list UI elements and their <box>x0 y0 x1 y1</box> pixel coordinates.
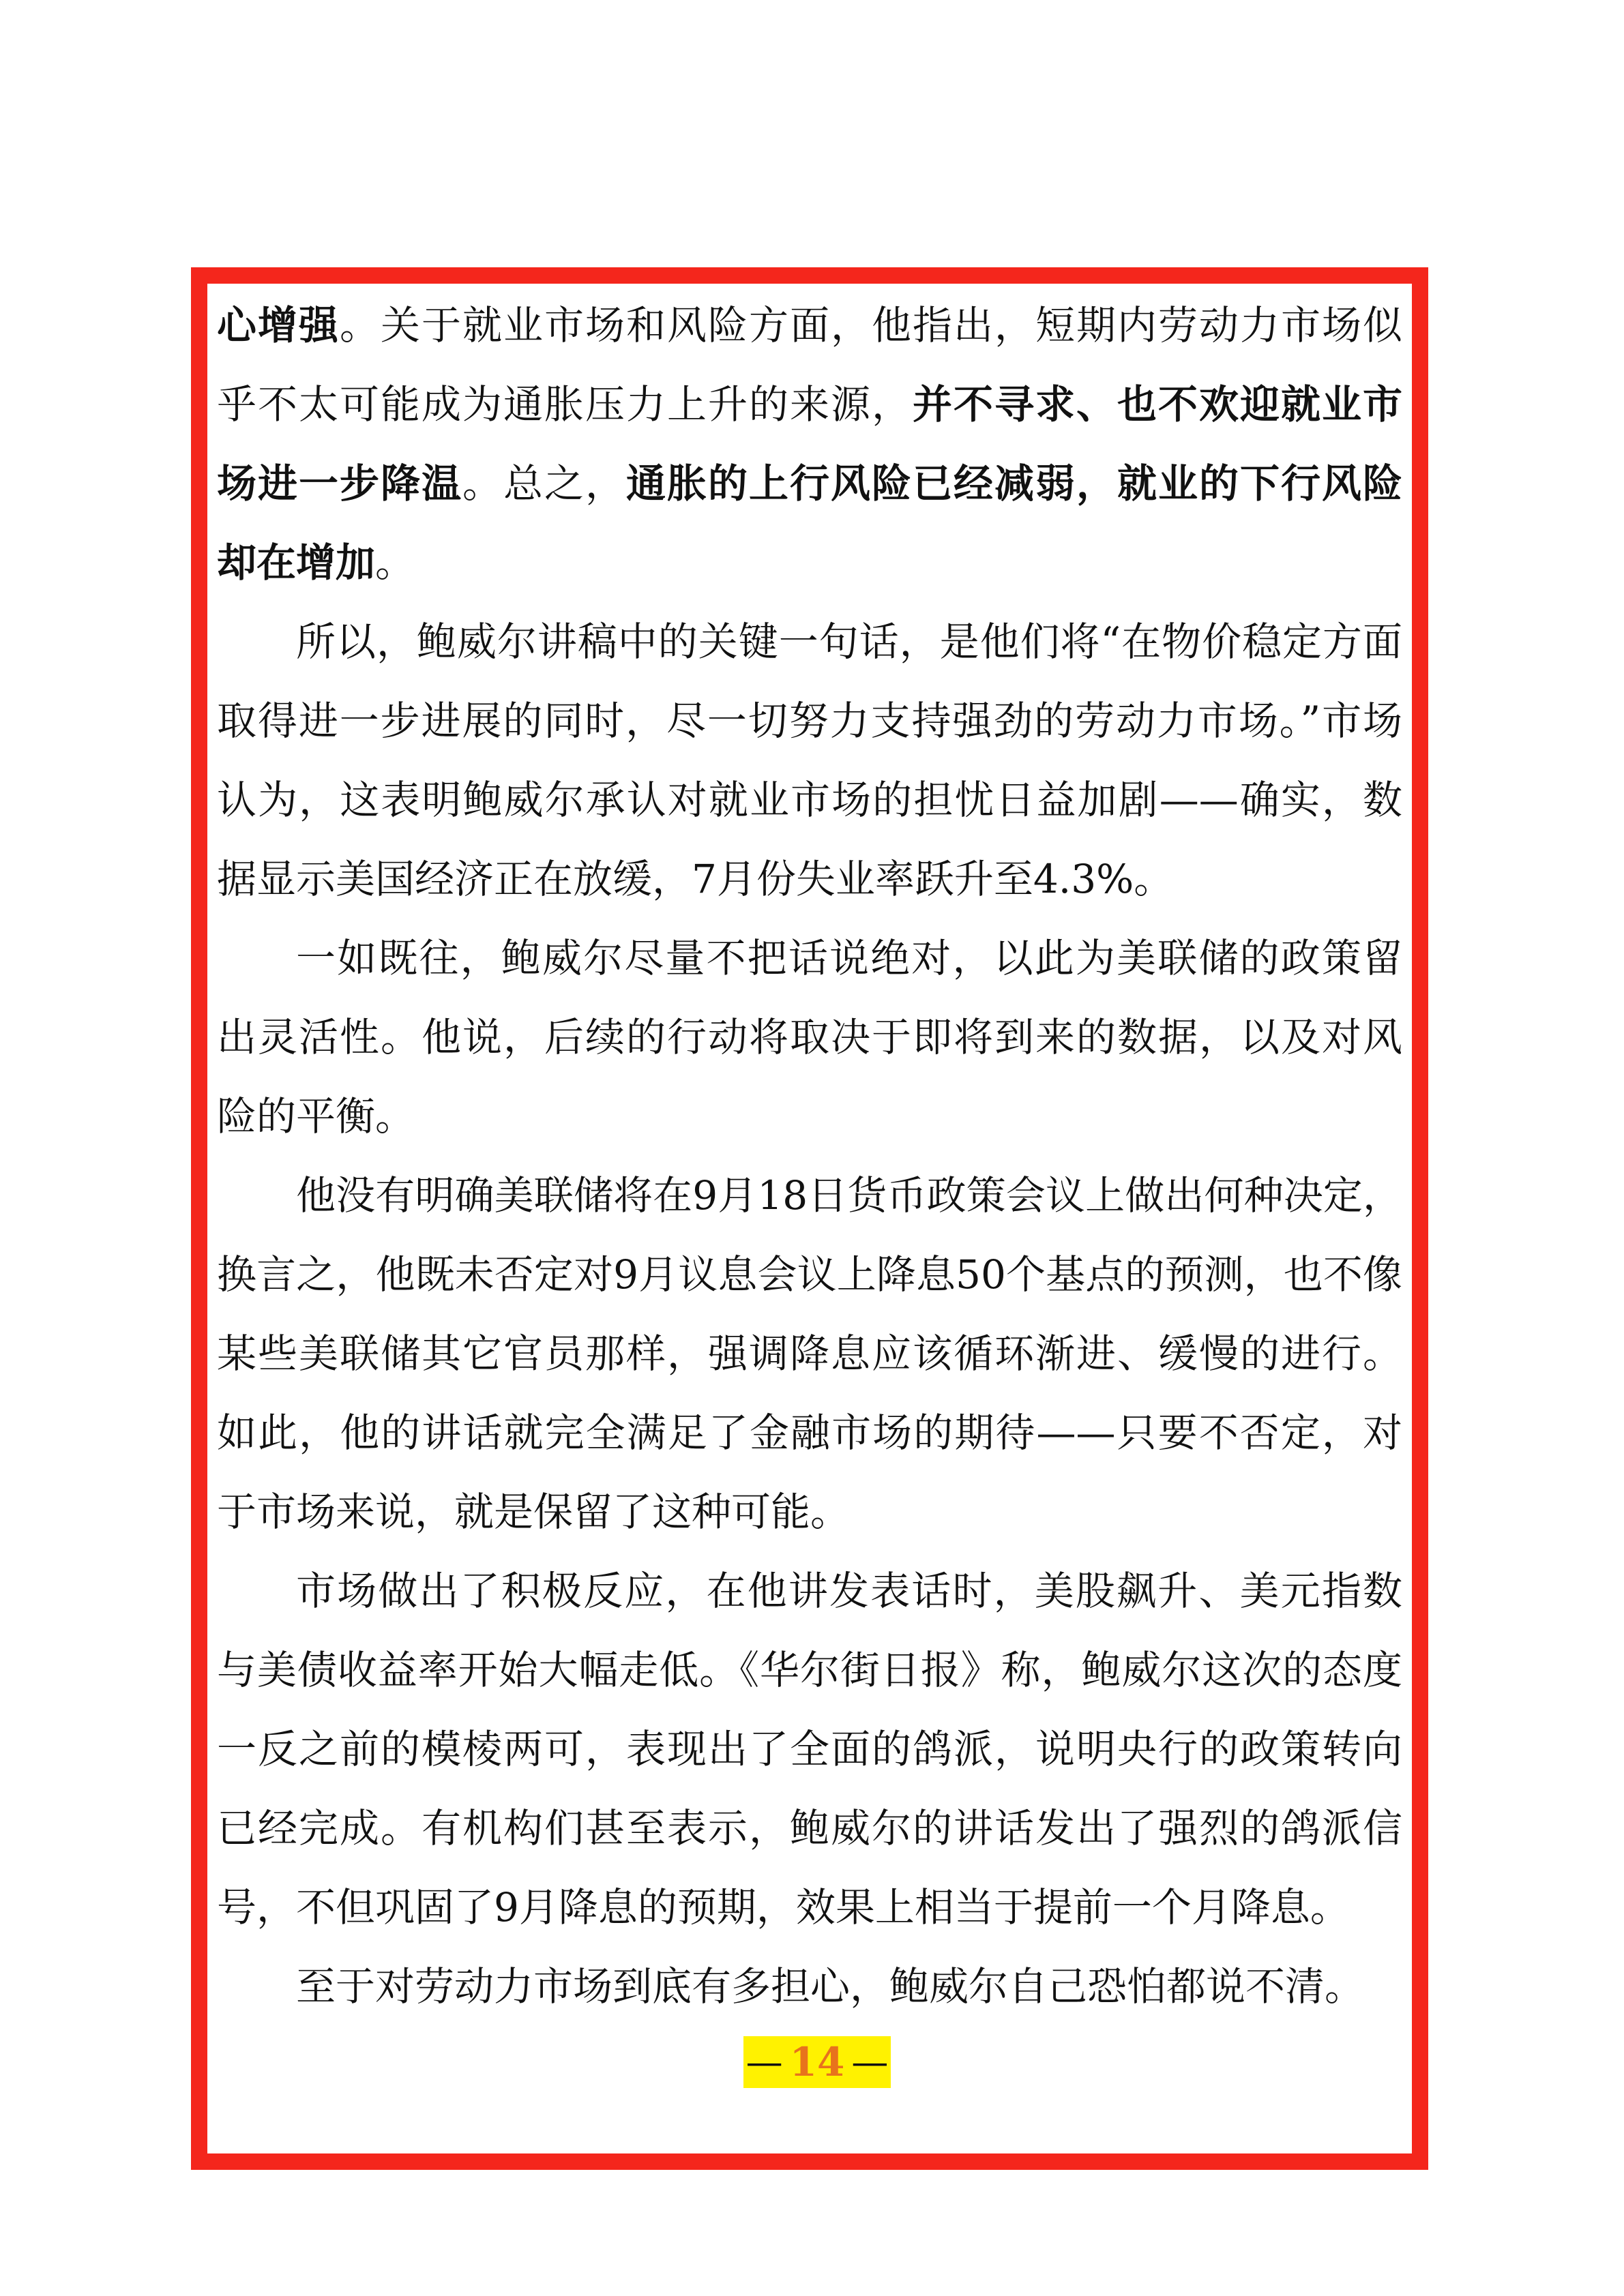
bold-text-run: 心增强 <box>217 302 340 348</box>
paragraph <box>217 602 1402 919</box>
text-run: 市场做出了积极反应，在他讲发表话时，美股飙升、美元指数与美债收益率开始大幅走低。《华尔街日报》称，鲍威尔这次的态度一反之前的模棱两可，表现出了全面的鸽派，说明央行的政策转向已经完成。有机构们甚至表示，鲍威尔的讲话发出了强烈的鸽派信号，不但巩固了9月降息的预期，效果上相当于提前一个月降息。 <box>217 1568 1402 1930</box>
text-run: 所以，鲍威尔讲稿中的关键一句话，是他们将“在物价稳定方面取得进一步进展的同时，尽一切努力支持强劲的劳动力市场。”市场认为，这表明鲍威尔承认对就业市场的担忧日益加剧——确实，数据显示美国经济正在放缓，7月份失业率跃升至4.3%。 <box>217 618 1402 902</box>
paragraph <box>217 919 1402 1156</box>
article-body <box>217 286 1402 2026</box>
page-number-left-dash: — <box>745 2040 783 2083</box>
text-run: 一如既往，鲍威尔尽量不把话说绝对，以此为美联储的政策留出灵活性。他说，后续的行动将取决于即将到来的数据，以及对风险的平衡。 <box>217 935 1402 1139</box>
text-run: 至于对劳动力市场到底有多担心，鲍威尔自己恐怕都说不清。 <box>296 1963 1365 2010</box>
text-run: 。 <box>375 539 415 586</box>
page-number-right-dash: — <box>851 2040 889 2083</box>
page-number-badge <box>743 2036 891 2088</box>
bold-text-run: 通胀的上行风险已经减弱，就业的下行风险却在增加 <box>217 460 1402 586</box>
page-number: 14 <box>789 2039 845 2085</box>
text-run: 他没有明确美联储将在9月18日货币政策会议上做出何种决定，换言之，他既未否定对9月议息会议上降息50个基点的预测，也不像某些美联储其它官员那样，强调降息应该循环渐进、缓慢的进行。如此，他的讲话就完全满足了金融市场的期待——只要不否定，对于市场来说，就是保留了这种可能。 <box>217 1172 1402 1535</box>
paragraph <box>217 286 1402 602</box>
text-run: 。关于就业市场和风险方面，他指出，短期内劳动力市场似乎不太可能成为通胀压力上升的来源， <box>217 302 1402 428</box>
paragraph <box>217 1551 1402 1947</box>
bold-text-run: 并不寻求、也不欢迎就业市场进一步降温 <box>217 381 1402 507</box>
text-run: 。总之， <box>462 460 626 507</box>
paragraph <box>217 1156 1402 1551</box>
paragraph <box>217 1947 1402 2026</box>
